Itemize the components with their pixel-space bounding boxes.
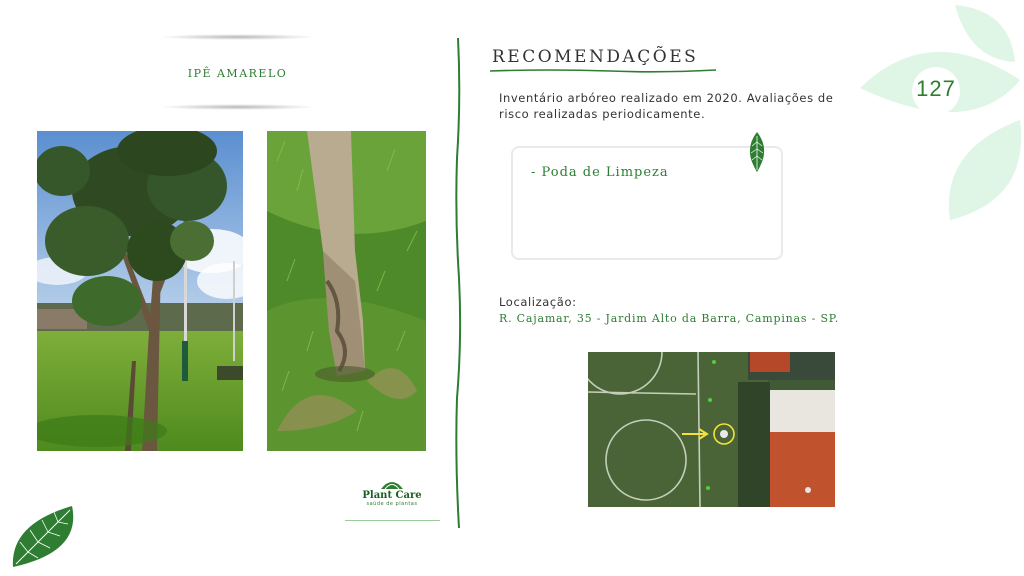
page-number: 127 (916, 76, 956, 101)
logo-underline (345, 520, 440, 521)
leaf-icon (955, 5, 1015, 62)
location-label: Localização: (499, 295, 577, 309)
tab-shadow-top (158, 34, 317, 40)
recommendations-heading: RECOMENDAÇÕES (492, 47, 699, 67)
column-divider (452, 38, 466, 528)
leaf-icon (746, 132, 768, 172)
plant-care-logo (352, 476, 432, 516)
tab-shadow-bottom (158, 104, 317, 110)
logo-tagline: saúde de plantas (366, 501, 418, 507)
tree-photo (37, 131, 243, 451)
aerial-map (588, 352, 835, 507)
recommendation-item: - Poda de Limpeza (531, 165, 669, 180)
leaf-icon (379, 478, 405, 490)
leaf-icon (949, 120, 1021, 220)
species-title-tab (150, 34, 325, 110)
recommendations-intro: Inventário arbóreo realizado em 2020. Avaliações de risco realizadas periodicamente. (499, 91, 834, 121)
leaf-icon (10, 504, 80, 570)
location-address: R. Cajamar, 35 - Jardim Alto da Barra, Campinas - SP. (499, 312, 840, 325)
logo-brand: Plant Care (362, 490, 422, 501)
page-number-leaves (860, 0, 1024, 230)
heading-underline (490, 68, 716, 74)
trunk-photo (267, 131, 426, 451)
species-name: IPÊ AMARELO (187, 67, 288, 80)
recommendations-box (511, 146, 783, 260)
